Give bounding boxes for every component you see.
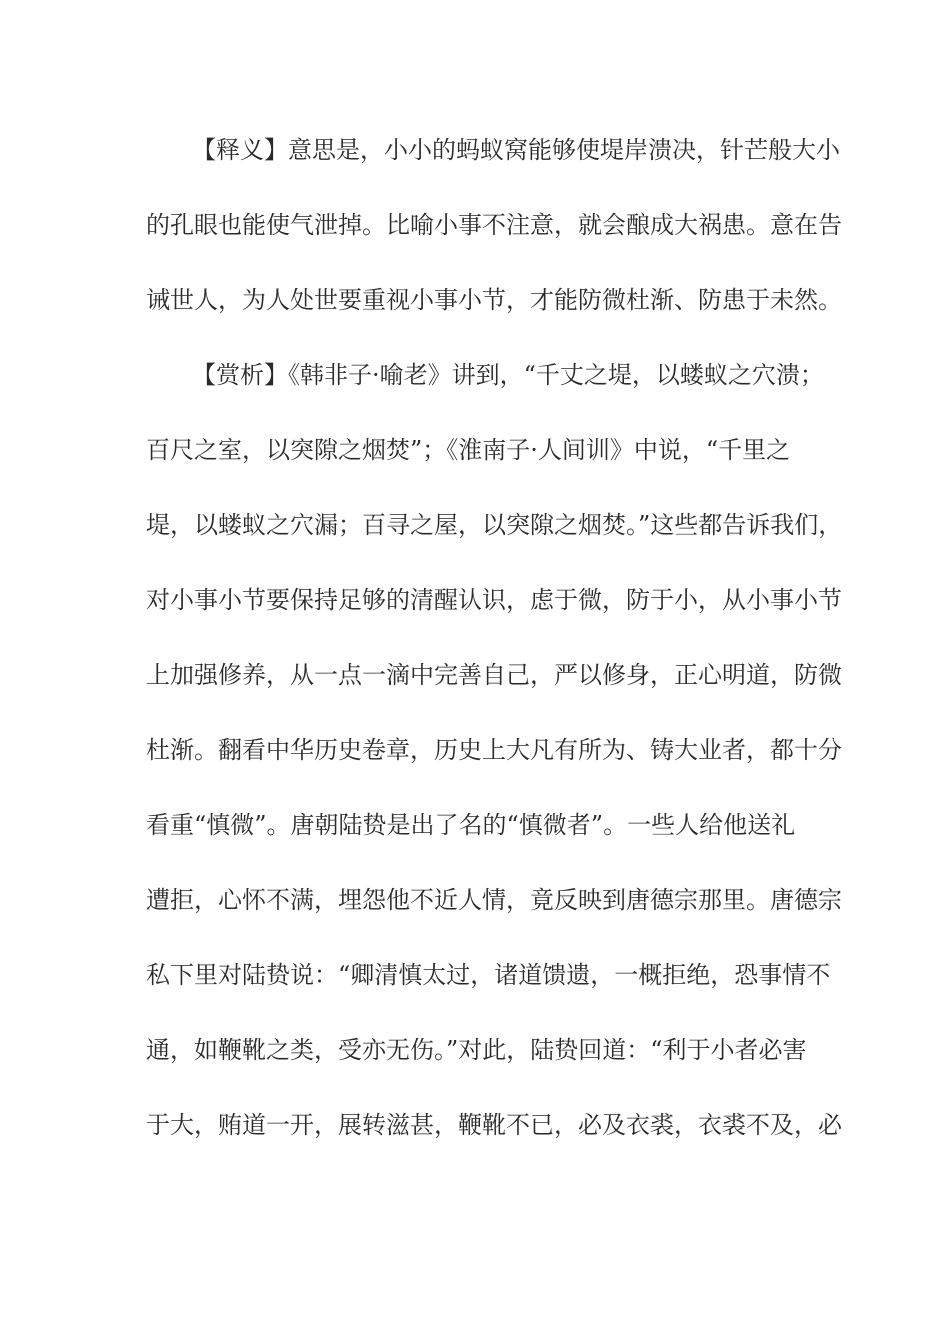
analysis-line-6: 杜渐。翻看中华历史卷章，历史上大凡有所为、铸大业者，都十分 bbox=[146, 736, 842, 764]
analysis-line-9: 私下里对陆贽说：“卿清慎太过，诸道馈遗，一概拒绝，恐事情不 bbox=[146, 961, 831, 989]
analysis-line-2: 百尺之室，以突隙之烟焚”；《淮南子·人间训》中说，“千里之 bbox=[146, 436, 791, 464]
meaning-line-1: 【释义】意思是，小小的蚂蚁窝能够使堤岸溃决，针芒般大小 bbox=[192, 136, 840, 164]
analysis-line-11: 于大，贿道一开，展转滋甚，鞭靴不已，必及衣裘，衣裘不及，必 bbox=[146, 1111, 842, 1139]
analysis-line-1: 【赏析】《韩非子·喻老》讲到，“千丈之堤，以蝼蚁之穴溃； bbox=[192, 361, 824, 389]
analysis-line-7: 看重“慎微”。唐朝陆贽是出了名的“慎微者”。一些人给他送礼 bbox=[146, 811, 796, 839]
meaning-line-2: 的孔眼也能使气泄掉。比喻小事不注意，就会酿成大祸患。意在告 bbox=[146, 211, 842, 239]
analysis-line-8: 遭拒，心怀不满，埋怨他不近人情，竟反映到唐德宗那里。唐德宗 bbox=[146, 886, 842, 914]
meaning-line-3: 诫世人，为人处世要重视小事小节，才能防微杜渐、防患于未然。 bbox=[146, 286, 842, 314]
analysis-line-5: 上加强修养，从一点一滴中完善自己，严以修身，正心明道，防微 bbox=[146, 661, 842, 689]
analysis-line-10: 通，如鞭靴之类，受亦无伤。”对此，陆贽回道：“利于小者必害 bbox=[146, 1036, 807, 1064]
analysis-line-4: 对小事小节要保持足够的清醒认识，虑于微，防于小，从小事小节 bbox=[146, 586, 842, 614]
analysis-line-3: 堤，以蝼蚁之穴漏；百寻之屋，以突隙之烟焚。”这些都告诉我们， bbox=[146, 511, 843, 539]
